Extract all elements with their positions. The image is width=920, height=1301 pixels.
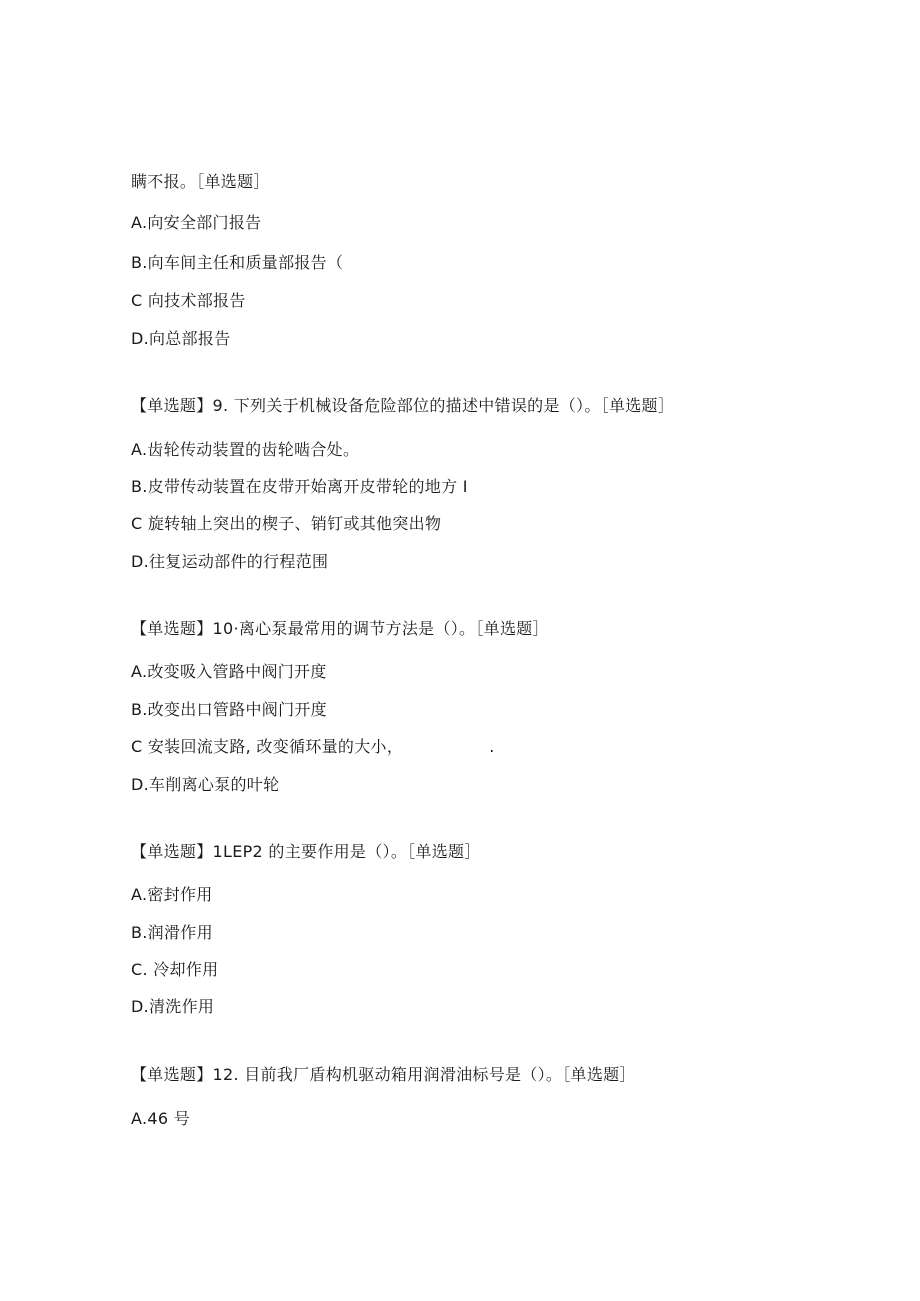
- question-11-option-a: A.密封作用: [131, 885, 213, 904]
- question-11-text: 【单选题】1LEP2 的主要作用是（）。［单选题］: [131, 842, 481, 861]
- question-10-option-a: A.改变吸入管路中阀门开度: [131, 662, 327, 681]
- question-9-option-d: D.往复运动部件的行程范围: [131, 552, 329, 571]
- question-8-option-b: B.向车间主任和质量部报告（: [131, 253, 344, 272]
- question-10-option-b: B.改变出口管路中阀门开度: [131, 700, 327, 719]
- question-11-option-b: B.润滑作用: [131, 923, 213, 942]
- question-9-text: 【单选题】9. 下列关于机械设备危险部位的描述中错误的是（）。［单选题］: [131, 396, 675, 415]
- question-12-text: 【单选题】12. 目前我厂盾构机驱动箱用润滑油标号是（）。［单选题］: [131, 1065, 636, 1084]
- question-9-option-a: A.齿轮传动装置的齿轮啮合处。: [131, 440, 360, 459]
- question-8-tail: 瞒不报。［单选题］: [131, 172, 270, 191]
- question-10-option-d: D.车削离心泵的叶轮: [131, 775, 280, 794]
- question-9-option-b: B.皮带传动装置在皮带开始离开皮带轮的地方 I: [131, 477, 468, 496]
- question-8-option-c: C 向技术部报告: [131, 291, 246, 310]
- question-10-option-c: C 安装回流支路, 改变循环量的大小， .: [131, 737, 495, 756]
- question-10-text: 【单选题】10·离心泵最常用的调节方法是（）。［单选题］: [131, 619, 549, 638]
- question-8-option-a: A.向安全部门报告: [131, 213, 262, 232]
- question-11-option-d: D.清洗作用: [131, 997, 215, 1016]
- question-12-option-a: A.46 号: [131, 1109, 190, 1128]
- question-9-option-c: C 旋转轴上突出的楔子、销钉或其他突出物: [131, 514, 442, 533]
- question-11-option-c: C. 冷却作用: [131, 960, 219, 979]
- question-8-option-d: D.向总部报告: [131, 329, 231, 348]
